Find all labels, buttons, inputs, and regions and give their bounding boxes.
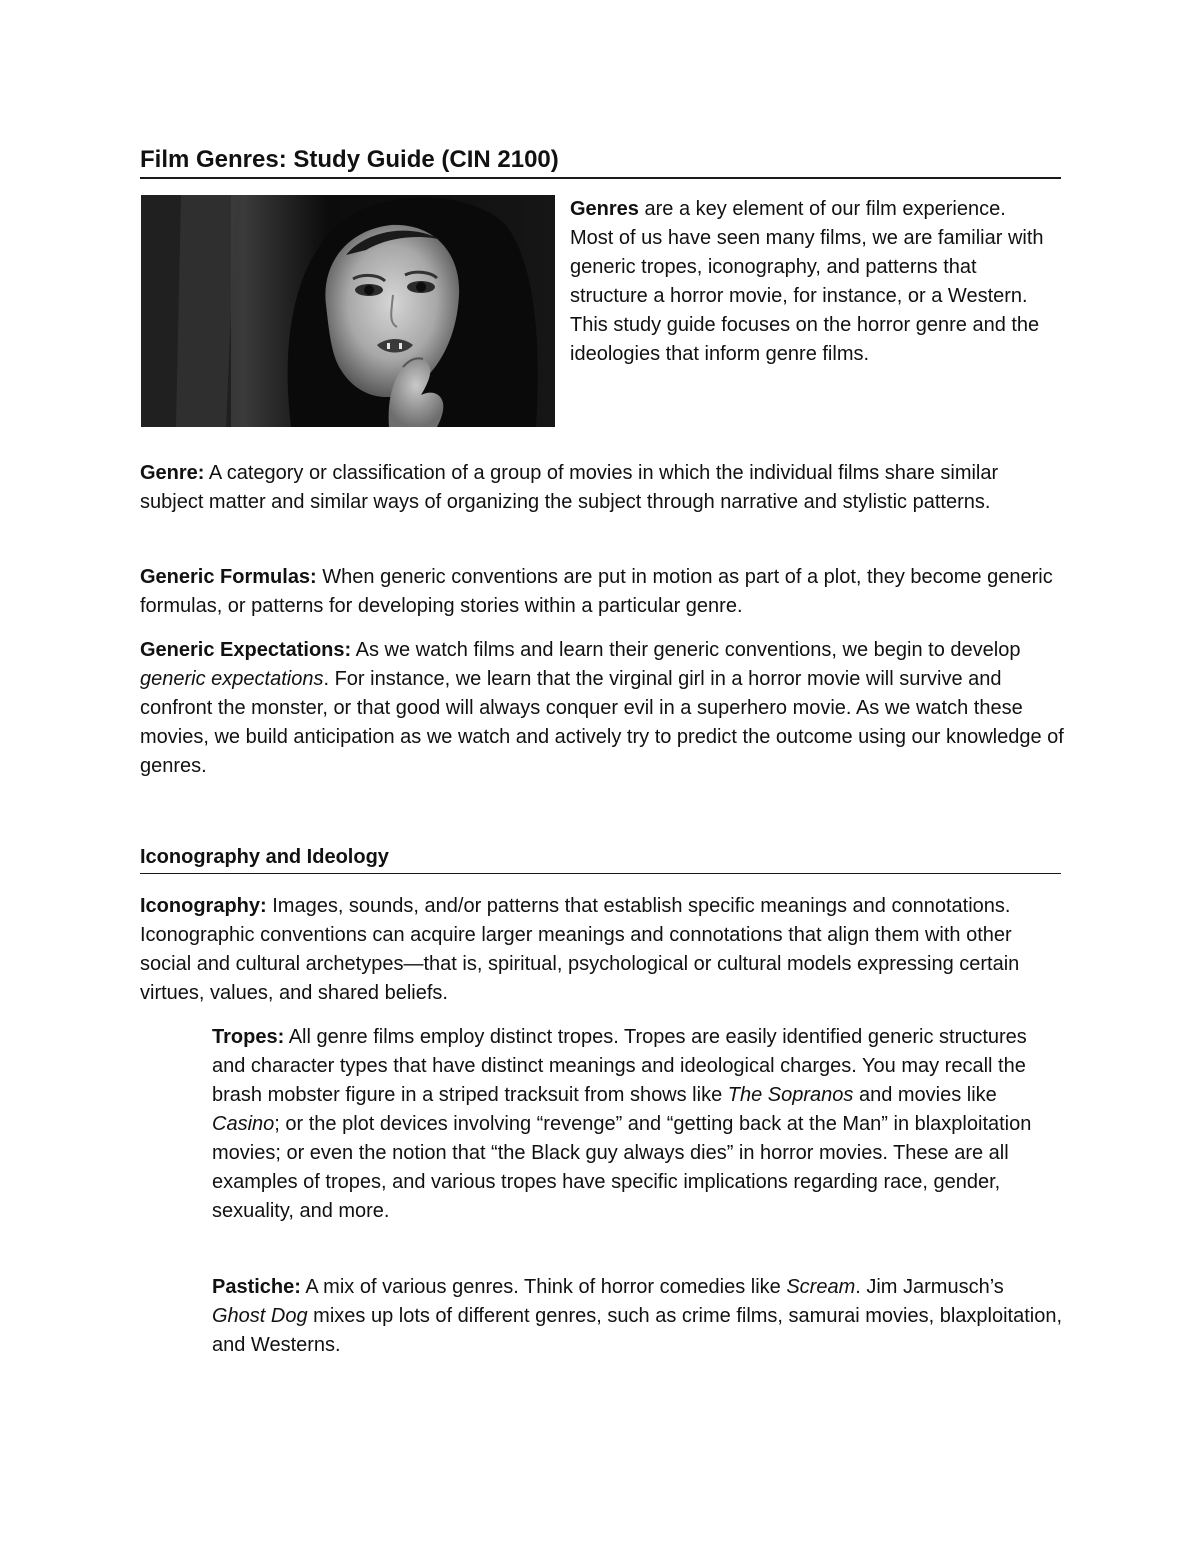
definition-generic-formulas	[140, 563, 1065, 621]
intro-text: are a key element of our film experience. Most of us have seen many films, we are familiar with generic tropes, iconography, and patterns that structure a horror movie, for instance, or a Western. This study guide focuses on the horror genre and the ideologies that inform genre films.	[570, 198, 1044, 365]
intro-term: Genres	[570, 198, 639, 220]
definition-text: As we watch films and learn their generic conventions, we begin to develop	[351, 639, 1021, 661]
section-heading: Iconography and Ideology	[140, 846, 389, 868]
definition-text: . Jim Jarmusch’s	[855, 1276, 1004, 1298]
definition-term: Tropes:	[212, 1026, 285, 1048]
definition-italic: generic expectations	[140, 668, 324, 690]
definition-text: mixes up lots of different genres, such as crime films, samurai movies, blaxploitation, and Westerns.	[212, 1305, 1062, 1356]
definition-iconography	[140, 892, 1065, 1008]
definition-text: A category or classification of a group of movies in which the individual films share similar subject matter and similar ways of organizing the subject through narrative and stylistic patterns.	[140, 462, 999, 513]
film-still-image	[141, 195, 555, 427]
definition-tropes	[212, 1023, 1062, 1226]
definition-text: Images, sounds, and/or patterns that establish specific meanings and connotations. Iconographic conventions can acquire larger meanings and connotations that align them with other social and cultural archetypes—that is, spiritual, psychological or cultural models expressing certain virtues, values, and shared beliefs.	[140, 895, 1020, 1004]
definition-italic: Ghost Dog	[212, 1305, 308, 1327]
definition-generic-expectations	[140, 636, 1065, 781]
definition-term: Generic Expectations:	[140, 639, 352, 661]
definition-text: . For instance, we learn that the virginal girl in a horror movie will survive and confront the monster, or that good will always conquer evil in a superhero movie. As we watch these movies, we build anticipation as we watch and actively try to predict the outcome using our knowledge of genres.	[140, 668, 1064, 777]
intro-paragraph	[570, 195, 1050, 369]
definition-term: Iconography:	[140, 895, 267, 917]
definition-term: Generic Formulas:	[140, 566, 317, 588]
definition-genre	[140, 459, 1065, 517]
page-title: Film Genres: Study Guide (CIN 2100)	[140, 146, 559, 173]
definition-text: All genre films employ distinct tropes. Tropes are easily identified generic structures and character types that have distinct meanings and ideological charges. You may recall the brash mobster figure in a striped tracksuit from shows like	[212, 1026, 1027, 1106]
definition-italic: Scream	[786, 1276, 856, 1298]
definition-text: A mix of various genres. Think of horror comedies like	[300, 1276, 787, 1298]
definition-text: and movies like	[853, 1084, 997, 1106]
section-divider	[140, 873, 1061, 874]
definition-italic: Casino	[212, 1113, 275, 1135]
definition-pastiche	[212, 1273, 1062, 1360]
definition-text: ; or the plot devices involving “revenge” and “getting back at the Man” in blaxploitation movies; or even the notion that “the Black guy always dies” in horror movies. These are all examples of tropes, and various tropes have specific implications regarding race, gender, sexuality, and more.	[212, 1113, 1032, 1222]
definition-text: When generic conventions are put in motion as part of a plot, they become generic formulas, or patterns for developing stories within a particular genre.	[140, 566, 1053, 617]
title-divider	[140, 177, 1061, 179]
definition-term: Pastiche:	[212, 1276, 301, 1298]
definition-term: Genre:	[140, 462, 205, 484]
definition-italic: The Sopranos	[727, 1084, 854, 1106]
